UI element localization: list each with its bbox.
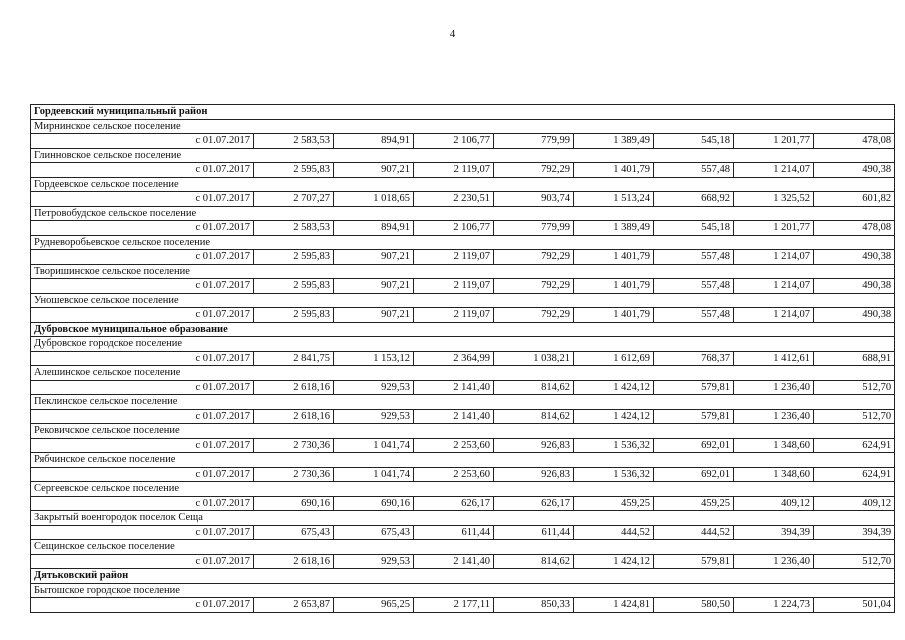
tariff-value-cell: 459,25 [654, 496, 734, 511]
tariff-value-cell: 792,29 [494, 250, 574, 265]
tariff-value-cell: 611,44 [414, 525, 494, 540]
tariff-value-cell: 907,21 [334, 250, 414, 265]
table-row [31, 279, 895, 294]
effective-date: с 01.07.2017 [31, 467, 254, 482]
tariff-value-cell: 1 325,52 [734, 192, 814, 207]
section-title: Гордеевский муниципальный район [31, 105, 895, 120]
tariff-value-cell: 1 041,74 [334, 438, 414, 453]
tariff-value-cell: 2 595,83 [254, 163, 334, 178]
tariff-value-cell: 2 595,83 [254, 308, 334, 323]
tariff-value-cell: 1 214,07 [734, 279, 814, 294]
tariff-value-cell: 1 401,79 [574, 308, 654, 323]
table-row [31, 192, 895, 207]
table-row [31, 380, 895, 395]
tariff-value-cell: 2 141,40 [414, 554, 494, 569]
settlement-name: Сергеевское сельское поселение [31, 482, 895, 497]
tariff-value-cell: 1 424,12 [574, 409, 654, 424]
tariff-value-cell: 2 253,60 [414, 467, 494, 482]
tariff-value-cell: 692,01 [654, 467, 734, 482]
tariff-value-cell: 1 513,24 [574, 192, 654, 207]
tariff-value-cell: 814,62 [494, 554, 574, 569]
tariff-value-cell: 580,50 [654, 598, 734, 613]
tariff-value-cell: 1 201,77 [734, 134, 814, 149]
settlement-name: Алешинское сельское поселение [31, 366, 895, 381]
tariff-value-cell: 444,52 [574, 525, 654, 540]
tariff-value-cell: 1 389,49 [574, 134, 654, 149]
page-number: 4 [449, 28, 456, 40]
tariff-value-cell: 768,37 [654, 351, 734, 366]
tariff-value-cell: 1 214,07 [734, 308, 814, 323]
tariff-value-cell: 624,91 [814, 438, 895, 453]
table-row [31, 467, 895, 482]
tariff-value-cell: 688,91 [814, 351, 895, 366]
settlement-name: Рековичское сельское поселение [31, 424, 895, 439]
tariff-value-cell: 601,82 [814, 192, 895, 207]
table-row [31, 438, 895, 453]
tariff-value-cell: 1 224,73 [734, 598, 814, 613]
settlement-name-row [31, 482, 895, 497]
effective-date: с 01.07.2017 [31, 496, 254, 511]
tariff-value-cell: 490,38 [814, 308, 895, 323]
tariff-value-cell: 929,53 [334, 380, 414, 395]
tariff-value-cell: 2 141,40 [414, 409, 494, 424]
section-header-row [31, 569, 895, 584]
effective-date: с 01.07.2017 [31, 525, 254, 540]
effective-date: с 01.07.2017 [31, 221, 254, 236]
tariff-value-cell: 1 201,77 [734, 221, 814, 236]
settlement-name: Закрытый военгородок поселок Сеща [31, 511, 895, 526]
table-row [31, 598, 895, 613]
tariff-value-cell: 1 041,74 [334, 467, 414, 482]
tariff-value-cell: 409,12 [814, 496, 895, 511]
tariff-value-cell: 2 841,75 [254, 351, 334, 366]
tariff-value-cell: 2 119,07 [414, 163, 494, 178]
effective-date: с 01.07.2017 [31, 308, 254, 323]
settlement-name: Сещинское сельское поселение [31, 540, 895, 555]
tariff-value-cell: 1 214,07 [734, 250, 814, 265]
tariff-value-cell: 409,12 [734, 496, 814, 511]
tariff-value-cell: 444,52 [654, 525, 734, 540]
tariff-value-cell: 2 141,40 [414, 380, 494, 395]
tariff-value-cell: 1 348,60 [734, 467, 814, 482]
tariff-value-cell: 814,62 [494, 409, 574, 424]
tariff-value-cell: 626,17 [494, 496, 574, 511]
tariff-value-cell: 579,81 [654, 409, 734, 424]
tariff-value-cell: 1 236,40 [734, 409, 814, 424]
settlement-name-row [31, 177, 895, 192]
tariff-value-cell: 2 618,16 [254, 554, 334, 569]
tariff-value-cell: 2 106,77 [414, 134, 494, 149]
tariff-value-cell: 1 536,32 [574, 438, 654, 453]
tariff-value-cell: 557,48 [654, 279, 734, 294]
tariff-value-cell: 490,38 [814, 250, 895, 265]
tariff-value-cell: 512,70 [814, 554, 895, 569]
settlement-name-row [31, 264, 895, 279]
tariff-value-cell: 1 401,79 [574, 163, 654, 178]
tariff-value-cell: 1 612,69 [574, 351, 654, 366]
tariff-value-cell: 2 177,11 [414, 598, 494, 613]
tariff-value-cell: 668,92 [654, 192, 734, 207]
tariff-value-cell: 2 583,53 [254, 221, 334, 236]
tariff-value-cell: 2 253,60 [414, 438, 494, 453]
tariff-value-cell: 626,17 [414, 496, 494, 511]
tariff-value-cell: 512,70 [814, 380, 895, 395]
tariff-value-cell: 545,18 [654, 134, 734, 149]
settlement-name-row [31, 424, 895, 439]
tariff-value-cell: 2 119,07 [414, 279, 494, 294]
tariff-value-cell: 907,21 [334, 163, 414, 178]
tariff-value-cell: 512,70 [814, 409, 895, 424]
tariff-value-cell: 929,53 [334, 409, 414, 424]
tariff-value-cell: 779,99 [494, 134, 574, 149]
tariff-value-cell: 675,43 [254, 525, 334, 540]
tariff-value-cell: 394,39 [814, 525, 895, 540]
settlement-name: Петровобудское сельское поселение [31, 206, 895, 221]
tariff-value-cell: 490,38 [814, 163, 895, 178]
tariff-value-cell: 894,91 [334, 221, 414, 236]
tariff-value-cell: 2 583,53 [254, 134, 334, 149]
settlement-name-row [31, 453, 895, 468]
effective-date: с 01.07.2017 [31, 279, 254, 294]
tariff-value-cell: 2 595,83 [254, 279, 334, 294]
settlement-name-row [31, 337, 895, 352]
tariff-value-cell: 2 730,36 [254, 438, 334, 453]
tariff-value-cell: 2 119,07 [414, 308, 494, 323]
section-header-row [31, 105, 895, 120]
table-row [31, 163, 895, 178]
settlement-name-row [31, 148, 895, 163]
tariff-value-cell: 894,91 [334, 134, 414, 149]
settlement-name-row [31, 293, 895, 308]
table-row [31, 308, 895, 323]
tariff-value-cell: 926,83 [494, 467, 574, 482]
settlement-name: Бытошское городское поселение [31, 583, 895, 598]
tariff-value-cell: 394,39 [734, 525, 814, 540]
tariff-value-cell: 692,01 [654, 438, 734, 453]
tariff-value-cell: 903,74 [494, 192, 574, 207]
settlement-name-row [31, 540, 895, 555]
tariff-value-cell: 779,99 [494, 221, 574, 236]
tariff-value-cell: 792,29 [494, 308, 574, 323]
effective-date: с 01.07.2017 [31, 554, 254, 569]
tariff-value-cell: 1 424,81 [574, 598, 654, 613]
tariff-value-cell: 2 106,77 [414, 221, 494, 236]
tariff-value-cell: 850,33 [494, 598, 574, 613]
settlement-name-row [31, 511, 895, 526]
settlement-name-row [31, 583, 895, 598]
tariff-value-cell: 2 730,36 [254, 467, 334, 482]
settlement-name-row [31, 366, 895, 381]
tariff-value-cell: 792,29 [494, 279, 574, 294]
tariff-value-cell: 1 401,79 [574, 250, 654, 265]
tariff-value-cell: 2 618,16 [254, 409, 334, 424]
tariff-value-cell: 2 364,99 [414, 351, 494, 366]
section-title: Дятьковский район [31, 569, 895, 584]
table-row [31, 409, 895, 424]
tariff-value-cell: 1 536,32 [574, 467, 654, 482]
tariff-value-cell: 579,81 [654, 380, 734, 395]
tariff-value-cell: 1 153,12 [334, 351, 414, 366]
tariff-value-cell: 1 038,21 [494, 351, 574, 366]
tariff-value-cell: 926,83 [494, 438, 574, 453]
tariff-value-cell: 490,38 [814, 279, 895, 294]
tariff-value-cell: 1 389,49 [574, 221, 654, 236]
tariff-value-cell: 557,48 [654, 308, 734, 323]
tariff-value-cell: 459,25 [574, 496, 654, 511]
tariff-value-cell: 2 230,51 [414, 192, 494, 207]
tariff-value-cell: 690,16 [334, 496, 414, 511]
tariff-value-cell: 1 401,79 [574, 279, 654, 294]
tariff-value-cell: 624,91 [814, 467, 895, 482]
settlement-name: Мирнинское сельское поселение [31, 119, 895, 134]
settlement-name: Уношевское сельское поселение [31, 293, 895, 308]
tariff-value-cell: 1 412,61 [734, 351, 814, 366]
tariff-value-cell: 2 653,87 [254, 598, 334, 613]
effective-date: с 01.07.2017 [31, 409, 254, 424]
tariff-value-cell: 1 424,12 [574, 380, 654, 395]
tariff-value-cell: 2 707,27 [254, 192, 334, 207]
table-row [31, 496, 895, 511]
tariff-value-cell: 1 214,07 [734, 163, 814, 178]
tariff-value-cell: 1 348,60 [734, 438, 814, 453]
tariff-value-cell: 1 018,65 [334, 192, 414, 207]
tariff-table [30, 104, 895, 613]
settlement-name: Пеклинское сельское поселение [31, 395, 895, 410]
settlement-name: Дубровское городское поселение [31, 337, 895, 352]
tariff-value-cell: 2 119,07 [414, 250, 494, 265]
effective-date: с 01.07.2017 [31, 134, 254, 149]
effective-date: с 01.07.2017 [31, 163, 254, 178]
settlement-name-row [31, 119, 895, 134]
settlement-name: Рудневоробьевское сельское поселение [31, 235, 895, 250]
effective-date: с 01.07.2017 [31, 380, 254, 395]
tariff-value-cell: 675,43 [334, 525, 414, 540]
tariff-value-cell: 965,25 [334, 598, 414, 613]
tariff-value-cell: 814,62 [494, 380, 574, 395]
section-header-row [31, 322, 895, 337]
effective-date: с 01.07.2017 [31, 598, 254, 613]
effective-date: с 01.07.2017 [31, 351, 254, 366]
tariff-value-cell: 792,29 [494, 163, 574, 178]
table-row [31, 221, 895, 236]
tariff-value-cell: 1 424,12 [574, 554, 654, 569]
tariff-value-cell: 690,16 [254, 496, 334, 511]
settlement-name-row [31, 206, 895, 221]
tariff-value-cell: 1 236,40 [734, 380, 814, 395]
settlement-name-row [31, 395, 895, 410]
tariff-value-cell: 557,48 [654, 163, 734, 178]
settlement-name: Глинновское сельское поселение [31, 148, 895, 163]
tariff-value-cell: 557,48 [654, 250, 734, 265]
settlement-name-row [31, 235, 895, 250]
settlement-name: Гордеевское сельское поселение [31, 177, 895, 192]
effective-date: с 01.07.2017 [31, 438, 254, 453]
table-row [31, 351, 895, 366]
settlement-name: Рябчинское сельское поселение [31, 453, 895, 468]
tariff-value-cell: 1 236,40 [734, 554, 814, 569]
tariff-value-cell: 929,53 [334, 554, 414, 569]
effective-date: с 01.07.2017 [31, 192, 254, 207]
tariff-value-cell: 2 595,83 [254, 250, 334, 265]
tariff-value-cell: 579,81 [654, 554, 734, 569]
table-row [31, 525, 895, 540]
tariff-value-cell: 907,21 [334, 308, 414, 323]
section-title: Дубровское муниципальное образование [31, 322, 895, 337]
table-row [31, 250, 895, 265]
table-row [31, 134, 895, 149]
settlement-name: Творишинское сельское поселение [31, 264, 895, 279]
tariff-value-cell: 545,18 [654, 221, 734, 236]
effective-date: с 01.07.2017 [31, 250, 254, 265]
table-row [31, 554, 895, 569]
tariff-value-cell: 478,08 [814, 134, 895, 149]
tariff-value-cell: 907,21 [334, 279, 414, 294]
tariff-value-cell: 2 618,16 [254, 380, 334, 395]
tariff-value-cell: 501,04 [814, 598, 895, 613]
tariff-value-cell: 478,08 [814, 221, 895, 236]
tariff-value-cell: 611,44 [494, 525, 574, 540]
